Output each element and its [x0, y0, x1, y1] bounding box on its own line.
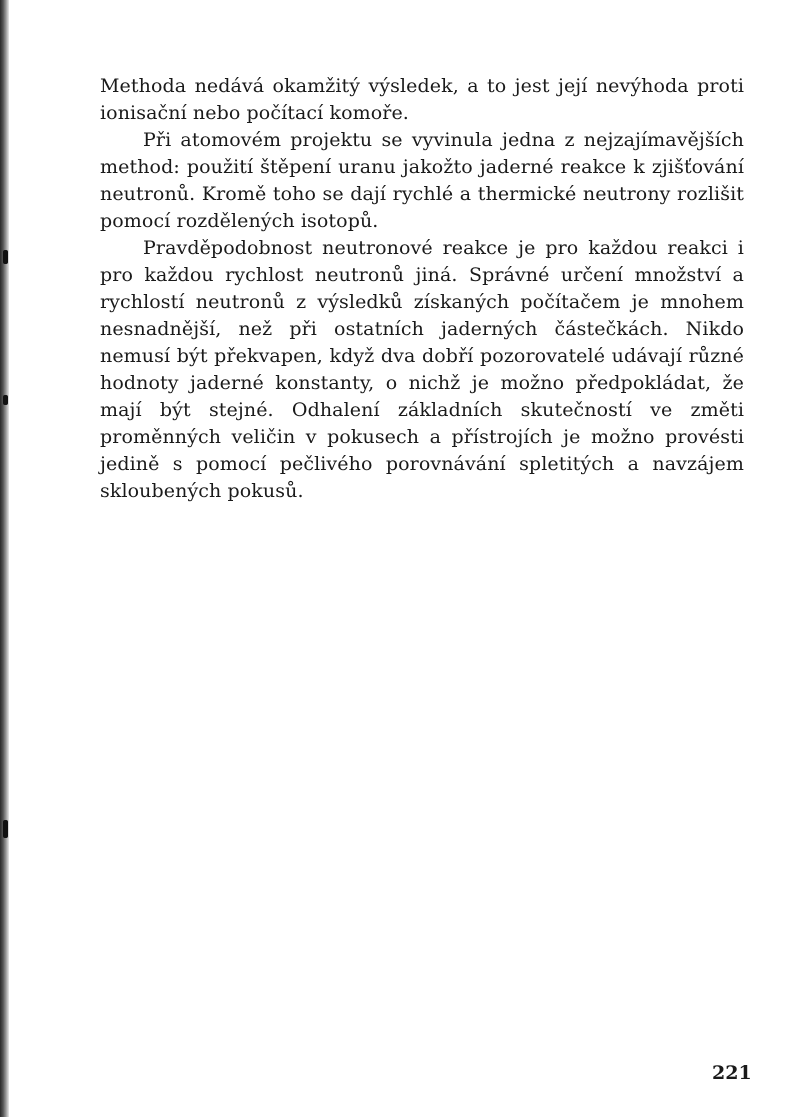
paragraph-2: Při atomovém projektu se vyvinula jedna z nejzajímavějších method: použití štěpení uranu jakožto jaderné reakce k zjišťování neutronů. Kromě toho se dají rychlé a thermické neutrony rozlišit pomocí rozdělených isotopů.	[100, 129, 744, 232]
paragraph-3: Pravděpodobnost neutronové reakce je pro každou reakci i pro každou rychlost neutronů jiná. Správné určení množství a rychlostí neutronů z výsledků získaných počítačem je mnohem nesnadnější, než při ostatních jaderných částečkách. Nikdo nemusí být překvapen, když dva dobří pozorovatelé udávají různé hodnoty jaderné konstanty, o nichž je možno předpokládat, že mají být stejné. Odhalení základních skutečností ve změti proměnných veličin v pokusech a přístrojích je možno provésti jedině s pomocí pečlivého porovnávání spletitých a navzájem skloubených pokusů.	[100, 237, 744, 502]
paragraph-1: Methoda nedává okamžitý výsledek, a to jest její nevýhoda proti ionisační nebo počítací komoře.	[100, 75, 744, 124]
binding-mark	[3, 820, 8, 838]
page-binding-edge	[0, 0, 9, 1117]
binding-mark	[3, 395, 8, 405]
body-text	[100, 73, 744, 505]
binding-mark	[3, 250, 8, 264]
page-number: 221	[712, 1062, 752, 1084]
